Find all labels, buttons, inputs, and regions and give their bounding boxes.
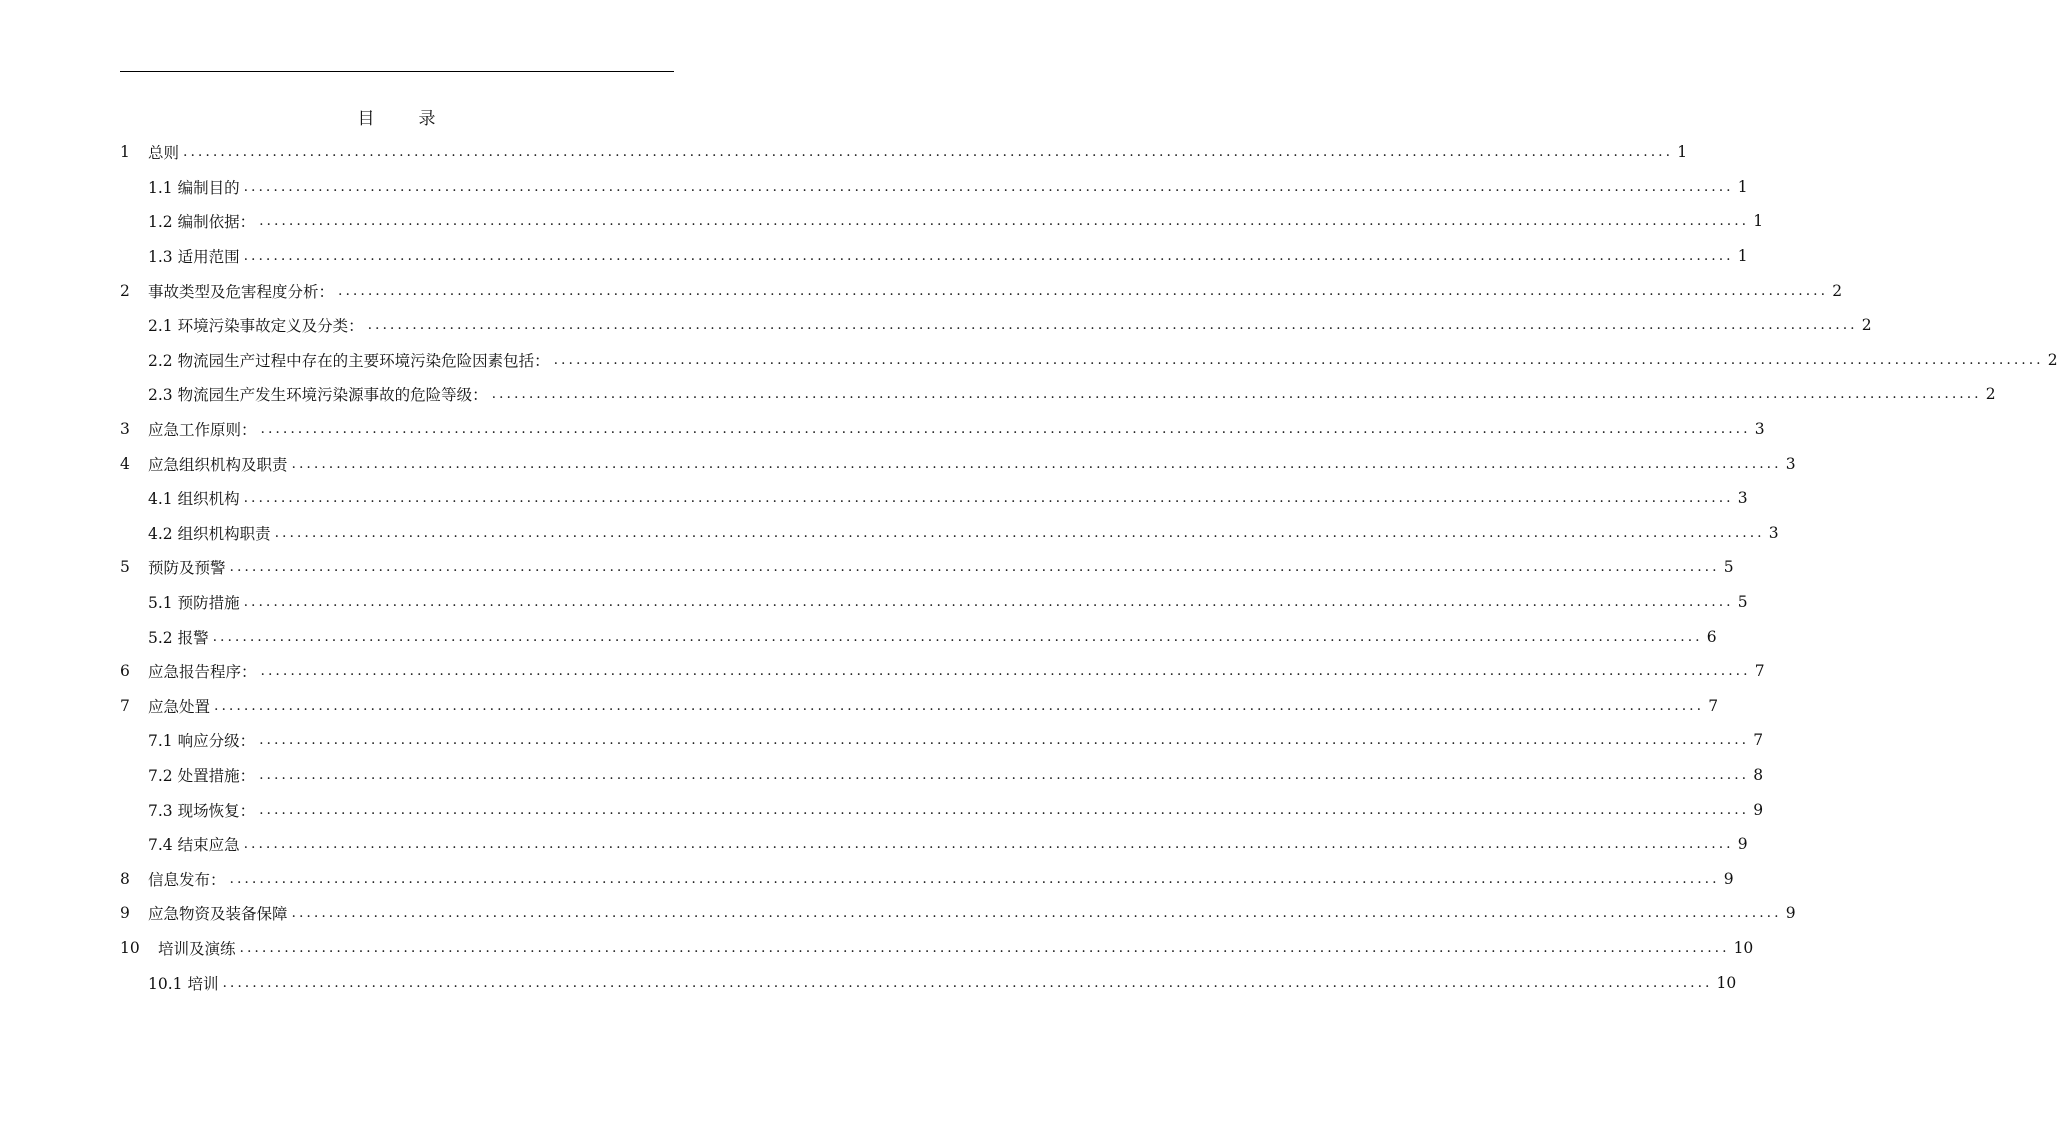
toc-entry-page: 7 bbox=[1753, 731, 1764, 750]
toc-entry-text: 信息发布： bbox=[148, 870, 226, 889]
toc-entry-page: 3 bbox=[1768, 523, 1779, 542]
toc-entry-text: 7.3 现场恢复： bbox=[148, 801, 256, 820]
toc-entry-page: 3 bbox=[1737, 489, 1748, 508]
toc-entry-text: 培训及演练 bbox=[158, 939, 236, 958]
toc-entry-page: 8 bbox=[1753, 765, 1764, 784]
toc-entry[interactable] bbox=[120, 689, 1719, 724]
toc-dot-leader: ........................................................................................................................................................................................................ bbox=[491, 386, 1982, 403]
toc-entry-page: 2 bbox=[1861, 316, 1872, 335]
toc-dot-leader: ........................................................................................................................................................................................................ bbox=[243, 836, 1734, 853]
toc-dot-leader: ........................................................................................................................................................................................................ bbox=[367, 317, 1858, 334]
toc-entry[interactable] bbox=[120, 619, 1717, 654]
toc-entry[interactable] bbox=[120, 481, 1748, 516]
toc-entry-page: 1 bbox=[1677, 143, 1688, 162]
toc-entry[interactable] bbox=[120, 135, 1688, 170]
toc-dot-leader: ........................................................................................................................................................................................................ bbox=[243, 248, 1734, 265]
toc-entry[interactable] bbox=[120, 273, 1843, 308]
toc-entry-page: 1 bbox=[1737, 177, 1748, 196]
toc-dot-leader: ........................................................................................................................................................................................................ bbox=[259, 213, 1750, 230]
toc-entry-number: 10 bbox=[120, 938, 140, 957]
toc-entry[interactable] bbox=[120, 931, 1754, 966]
toc-entry-page: 2 bbox=[2047, 350, 2058, 369]
toc-entry-text: 预防及预警 bbox=[148, 559, 226, 578]
toc-dot-leader: ........................................................................................................................................................................................................ bbox=[260, 421, 1751, 438]
toc-dot-leader: ........................................................................................................................................................................................................ bbox=[214, 697, 1705, 714]
toc-entry-text: 5.2 报警 bbox=[148, 628, 209, 647]
toc-entry-text: 7.4 结束应急 bbox=[148, 836, 240, 855]
toc-entry-text: 7.2 处置措施： bbox=[148, 766, 256, 785]
toc-dot-leader: ........................................................................................................................................................................................................ bbox=[259, 732, 1750, 749]
toc-entry-text: 应急组织机构及职责 bbox=[148, 455, 288, 474]
toc-entry-page: 6 bbox=[1706, 627, 1717, 646]
toc-entry-number: 7 bbox=[120, 696, 130, 715]
toc-entry-number: 4 bbox=[120, 454, 130, 473]
toc-entry-page: 7 bbox=[1754, 662, 1765, 681]
toc-entry[interactable] bbox=[120, 758, 1764, 793]
toc-entry[interactable] bbox=[120, 308, 1872, 343]
toc-entry-number: 8 bbox=[120, 869, 130, 888]
toc-entry-page: 1 bbox=[1737, 247, 1748, 266]
toc-dot-leader: ........................................................................................................................................................................................................ bbox=[259, 766, 1750, 783]
toc-entry-text: 事故类型及危害程度分析： bbox=[148, 282, 335, 301]
toc-entry-text: 应急处置 bbox=[148, 697, 211, 716]
toc-dot-leader: ........................................................................................................................................................................................................ bbox=[212, 628, 1703, 645]
toc-dot-leader: ........................................................................................................................................................................................................ bbox=[243, 594, 1734, 611]
toc-entry[interactable] bbox=[120, 516, 1779, 551]
toc-entry[interactable] bbox=[120, 861, 1734, 896]
toc-entry[interactable] bbox=[120, 585, 1748, 620]
toc-dot-leader: ........................................................................................................................................................................................................ bbox=[338, 282, 1829, 299]
toc-entry-number: 3 bbox=[120, 420, 130, 439]
toc-entry[interactable] bbox=[120, 654, 1765, 689]
toc-entry-page: 9 bbox=[1723, 869, 1734, 888]
toc-dot-leader: ........................................................................................................................................................................................................ bbox=[243, 490, 1734, 507]
toc-entry-text: 应急工作原则： bbox=[148, 421, 257, 440]
toc-entry-page: 1 bbox=[1753, 212, 1764, 231]
toc-entry-text: 2.1 环境污染事故定义及分类： bbox=[148, 317, 364, 336]
toc-dot-leader: ........................................................................................................................................................................................................ bbox=[243, 178, 1734, 195]
toc-entry-page: 2 bbox=[1832, 281, 1843, 300]
toc-entry-page: 2 bbox=[1985, 385, 1996, 404]
toc-dot-leader: ........................................................................................................................................................................................................ bbox=[229, 870, 1720, 887]
toc-entry[interactable] bbox=[120, 343, 2058, 378]
toc-entry-page: 10 bbox=[1733, 938, 1754, 957]
toc-entry-page: 10 bbox=[1716, 973, 1737, 992]
toc-entry-text: 应急报告程序： bbox=[148, 663, 257, 682]
toc-entry-text: 应急物资及装备保障 bbox=[148, 905, 288, 924]
toc-entry[interactable] bbox=[120, 792, 1764, 827]
toc-dot-leader: ........................................................................................................................................................................................................ bbox=[291, 905, 1782, 922]
toc-entry[interactable] bbox=[120, 550, 1734, 585]
toc-entry[interactable] bbox=[120, 965, 1737, 1000]
toc-entry[interactable] bbox=[120, 377, 1996, 412]
toc-entry-text: 4.1 组织机构 bbox=[148, 490, 240, 509]
toc-entry[interactable] bbox=[120, 827, 1748, 862]
toc-entry-text: 7.1 响应分级： bbox=[148, 732, 256, 751]
toc-dot-leader: ........................................................................................................................................................................................................ bbox=[291, 455, 1782, 472]
toc-entry[interactable] bbox=[120, 204, 1764, 239]
toc-entry[interactable] bbox=[120, 723, 1764, 758]
toc-dot-leader: ........................................................................................................................................................................................................ bbox=[259, 801, 1750, 818]
toc-entry[interactable] bbox=[120, 239, 1748, 274]
toc-dot-leader: ........................................................................................................................................................................................................ bbox=[239, 939, 1730, 956]
toc-entry[interactable] bbox=[120, 896, 1796, 931]
toc-entry-page: 3 bbox=[1754, 420, 1765, 439]
toc-entry-text: 1.3 适用范围 bbox=[148, 248, 240, 267]
toc-entry-page: 5 bbox=[1737, 593, 1748, 612]
toc-title: 目录 bbox=[357, 109, 480, 129]
toc-entry-page: 9 bbox=[1753, 800, 1764, 819]
toc-entry-number: 2 bbox=[120, 281, 130, 300]
toc-entry[interactable] bbox=[120, 446, 1796, 481]
toc-entry-text: 1.2 编制依据： bbox=[148, 213, 256, 232]
toc-entry-page: 3 bbox=[1785, 454, 1796, 473]
toc-entry-text: 10.1 培训 bbox=[148, 974, 219, 993]
toc-entry-text: 5.1 预防措施 bbox=[148, 594, 240, 613]
toc-dot-leader: ........................................................................................................................................................................................................ bbox=[553, 351, 2044, 368]
toc-dot-leader: ........................................................................................................................................................................................................ bbox=[183, 144, 1674, 161]
toc-entry-page: 5 bbox=[1723, 558, 1734, 577]
toc-entry-page: 9 bbox=[1785, 904, 1796, 923]
header-rule bbox=[120, 71, 674, 72]
toc-dot-leader: ........................................................................................................................................................................................................ bbox=[260, 663, 1751, 680]
toc-entry-text: 2.2 物流园生产过程中存在的主要环境污染危险因素包括： bbox=[148, 351, 550, 370]
toc-entry-number: 1 bbox=[120, 143, 130, 162]
table-of-contents bbox=[120, 135, 2058, 1000]
toc-entry-text: 总则 bbox=[148, 144, 180, 163]
toc-entry-page: 7 bbox=[1708, 696, 1719, 715]
toc-dot-leader: ........................................................................................................................................................................................................ bbox=[274, 524, 1765, 541]
toc-entry-text: 4.2 组织机构职责 bbox=[148, 524, 271, 543]
toc-entry-page: 9 bbox=[1737, 835, 1748, 854]
toc-entry-text: 1.1 编制目的 bbox=[148, 178, 240, 197]
toc-entry-number: 9 bbox=[120, 904, 130, 923]
toc-dot-leader: ........................................................................................................................................................................................................ bbox=[229, 559, 1720, 576]
toc-entry[interactable] bbox=[120, 412, 1765, 447]
toc-entry-text: 2.3 物流园生产发生环境污染源事故的危险等级： bbox=[148, 386, 488, 405]
toc-entry-number: 6 bbox=[120, 662, 130, 681]
toc-entry[interactable] bbox=[120, 170, 1748, 205]
toc-dot-leader: ........................................................................................................................................................................................................ bbox=[222, 974, 1713, 991]
toc-entry-number: 5 bbox=[120, 558, 130, 577]
